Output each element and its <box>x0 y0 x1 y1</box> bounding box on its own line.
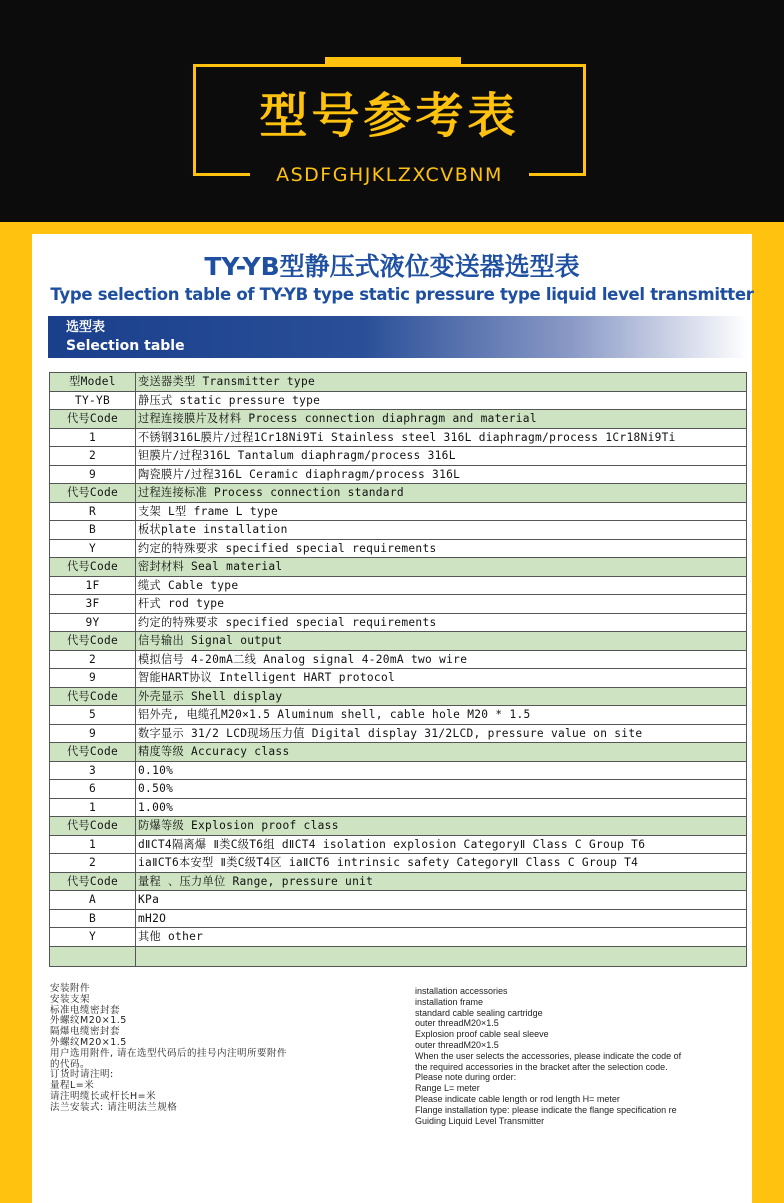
code-cell: 1 <box>50 798 136 817</box>
code-cell: 代号Code <box>50 632 136 651</box>
table-row <box>50 854 747 873</box>
table-row <box>50 428 747 447</box>
table-section-header <box>50 817 747 836</box>
page-title-en: Type selection table of TY-YB type static pressure type liquid level transmitter <box>50 285 754 304</box>
code-cell: 9Y <box>50 613 136 632</box>
description-cell: 过程连接膜片及材料 Process connection diaphragm and material <box>136 410 747 429</box>
description-cell: 精度等级 Accuracy class <box>136 743 747 762</box>
description-cell: 智能HART协议 Intelligent HART protocol <box>136 669 747 688</box>
table-footer-row <box>50 946 747 966</box>
table-row <box>50 447 747 466</box>
note-line-cn: 用户选用附件, 请在选型代码后的挂号内注明所要附件 <box>50 1047 288 1059</box>
description-cell: 约定的特殊要求 specified special requirements <box>136 539 747 558</box>
frame-line <box>461 64 586 67</box>
note-line-en: When the user selects the accessories, please indicate the code of <box>415 1050 682 1061</box>
code-cell: 1 <box>50 835 136 854</box>
description-cell: dⅡCT4隔离爆 Ⅱ类C级T6组 dⅡCT4 isolation explosion CategoryⅡ Class C Group T6 <box>136 835 747 854</box>
code-cell: 9 <box>50 465 136 484</box>
frame-line <box>193 173 250 176</box>
note-line-cn: 外螺纹M20×1.5 <box>50 1036 127 1048</box>
banner-label-en: Selection table <box>66 338 185 354</box>
frame-line <box>193 64 325 67</box>
code-cell: 1F <box>50 576 136 595</box>
description-cell: 不锈钢316L膜片/过程1Cr18Ni9Ti Stainless steel 316L diaphragm/process 1Cr18Ni9Ti <box>136 428 747 447</box>
note-line-en: outer threadM20×1.5 <box>415 1039 499 1050</box>
code-cell: Y <box>50 928 136 947</box>
description-cell: 过程连接标准 Process connection standard <box>136 484 747 503</box>
note-line-cn: 请注明缆长或杆长H=米 <box>50 1090 157 1102</box>
note-line-en: Explosion proof cable seal sleeve <box>415 1029 549 1040</box>
frame-tab <box>325 57 461 67</box>
description-cell: 杆式 rod type <box>136 595 747 614</box>
table-row <box>50 724 747 743</box>
description-cell: 约定的特殊要求 specified special requirements <box>136 613 747 632</box>
code-cell: B <box>50 909 136 928</box>
table-row <box>50 465 747 484</box>
code-cell: 3F <box>50 595 136 614</box>
table-row <box>50 761 747 780</box>
code-cell: 代号Code <box>50 410 136 429</box>
code-cell: 9 <box>50 724 136 743</box>
code-cell: 代号Code <box>50 558 136 577</box>
code-cell: 代号Code <box>50 743 136 762</box>
note-line-cn: 标准电缆密封套 <box>50 1004 121 1016</box>
description-cell: 数字显示 31/2 LCD现场压力值 Digital display 31/2LCD, pressure value on site <box>136 724 747 743</box>
description-cell: mH2O <box>136 909 747 928</box>
table-section-header <box>50 484 747 503</box>
description-cell: iaⅡCT6本安型 Ⅱ类C级T4区 iaⅡCT6 intrinsic safety CategoryⅡ Class C Group T4 <box>136 854 747 873</box>
code-cell: 2 <box>50 447 136 466</box>
code-cell: R <box>50 502 136 521</box>
note-line-cn: 的代码。 <box>50 1058 91 1070</box>
description-cell: 陶瓷膜片/过程316L Ceramic diaphragm/process 316L <box>136 465 747 484</box>
table-row <box>50 650 747 669</box>
note-line-en: Flange installation type: please indicate the flange specification re <box>415 1104 677 1115</box>
note-line-cn: 隔爆电缆密封套 <box>50 1026 121 1038</box>
code-cell <box>50 946 136 966</box>
description-cell: 其他 other <box>136 928 747 947</box>
table-row <box>50 909 747 928</box>
table-row <box>50 576 747 595</box>
table-section-header <box>50 872 747 891</box>
description-cell: 0.50% <box>136 780 747 799</box>
description-cell: 变送器类型 Transmitter type <box>136 373 747 392</box>
table-row <box>50 706 747 725</box>
description-cell: 1.00% <box>136 798 747 817</box>
description-cell: 板状plate installation <box>136 521 747 540</box>
note-line-en: the required accessories in the bracket after the selection code. <box>415 1061 668 1072</box>
description-cell: 量程 、压力单位 Range, pressure unit <box>136 872 747 891</box>
code-cell: 代号Code <box>50 687 136 706</box>
description-cell <box>136 946 747 966</box>
table-row <box>50 595 747 614</box>
table-row <box>50 780 747 799</box>
description-cell: KPa <box>136 891 747 910</box>
table-section-header <box>50 373 747 392</box>
note-line-en: Please note during order: <box>415 1072 517 1083</box>
selection-table <box>49 372 747 967</box>
code-cell: Y <box>50 539 136 558</box>
note-line-cn: 法兰安装式: 请注明法兰规格 <box>50 1101 178 1113</box>
table-row <box>50 669 747 688</box>
table-section-header <box>50 410 747 429</box>
note-line-en: outer threadM20×1.5 <box>415 1018 499 1029</box>
description-cell: 密封材料 Seal material <box>136 558 747 577</box>
frame-line <box>583 64 586 176</box>
note-line-cn: 外螺纹M20×1.5 <box>50 1015 127 1027</box>
table-section-header <box>50 687 747 706</box>
note-line-cn: 量程L=米 <box>50 1080 95 1092</box>
note-line-en: Range L= meter <box>415 1083 480 1094</box>
table-row <box>50 928 747 947</box>
code-cell: 9 <box>50 669 136 688</box>
description-cell: 模拟信号 4-20mA二线 Analog signal 4-20mA two wire <box>136 650 747 669</box>
table-row <box>50 502 747 521</box>
code-cell: 3 <box>50 761 136 780</box>
notes-chinese <box>50 984 380 1114</box>
code-cell: 6 <box>50 780 136 799</box>
header-title: 型号参考表 <box>259 88 520 144</box>
table-section-header <box>50 632 747 651</box>
table-row <box>50 891 747 910</box>
description-cell: 钽膜片/过程316L Tantalum diaphragm/process 316L <box>136 447 747 466</box>
notes-english <box>415 986 750 1126</box>
frame-line <box>529 173 586 176</box>
description-cell: 铝外壳, 电缆孔M20×1.5 Aluminum shell, cable hole M20 * 1.5 <box>136 706 747 725</box>
table-row <box>50 539 747 558</box>
note-line-cn: 订货时请注明: <box>50 1069 114 1081</box>
code-cell: 代号Code <box>50 484 136 503</box>
table-section-header <box>50 743 747 762</box>
description-cell: 信号输出 Signal output <box>136 632 747 651</box>
code-cell: 1 <box>50 428 136 447</box>
banner-label-cn: 选型表 <box>66 320 106 335</box>
note-line-en: Guiding Liquid Level Transmitter <box>415 1115 545 1126</box>
table-row <box>50 613 747 632</box>
code-cell: B <box>50 521 136 540</box>
note-line-cn: 安装支架 <box>50 993 91 1005</box>
code-cell: A <box>50 891 136 910</box>
page-title-cn: TY-YB型静压式液位变送器选型表 <box>204 252 580 281</box>
table-section-header <box>50 558 747 577</box>
description-cell: 0.10% <box>136 761 747 780</box>
description-cell: 支架 L型 frame L type <box>136 502 747 521</box>
code-cell: 代号Code <box>50 817 136 836</box>
note-line-cn: 安装附件 <box>50 983 91 994</box>
table-row <box>50 391 747 410</box>
description-cell: 外壳显示 Shell display <box>136 687 747 706</box>
table-row <box>50 521 747 540</box>
description-cell: 静压式 static pressure type <box>136 391 747 410</box>
code-cell: 5 <box>50 706 136 725</box>
note-line-en: standard cable sealing cartridge <box>415 1007 543 1018</box>
note-line-en: installation accessories <box>415 986 508 996</box>
table-row <box>50 798 747 817</box>
note-line-en: installation frame <box>415 996 484 1007</box>
code-cell: 2 <box>50 650 136 669</box>
code-cell: 2 <box>50 854 136 873</box>
table-row <box>50 835 747 854</box>
description-cell: 防爆等级 Explosion proof class <box>136 817 747 836</box>
code-cell: 代号Code <box>50 872 136 891</box>
header-subtitle: ASDFGHJKLZXCVBNM <box>276 164 503 186</box>
note-line-en: Please indicate cable length or rod length H= meter <box>415 1093 620 1104</box>
code-cell: TY-YB <box>50 391 136 410</box>
code-cell: 型Model <box>50 373 136 392</box>
description-cell: 缆式 Cable type <box>136 576 747 595</box>
